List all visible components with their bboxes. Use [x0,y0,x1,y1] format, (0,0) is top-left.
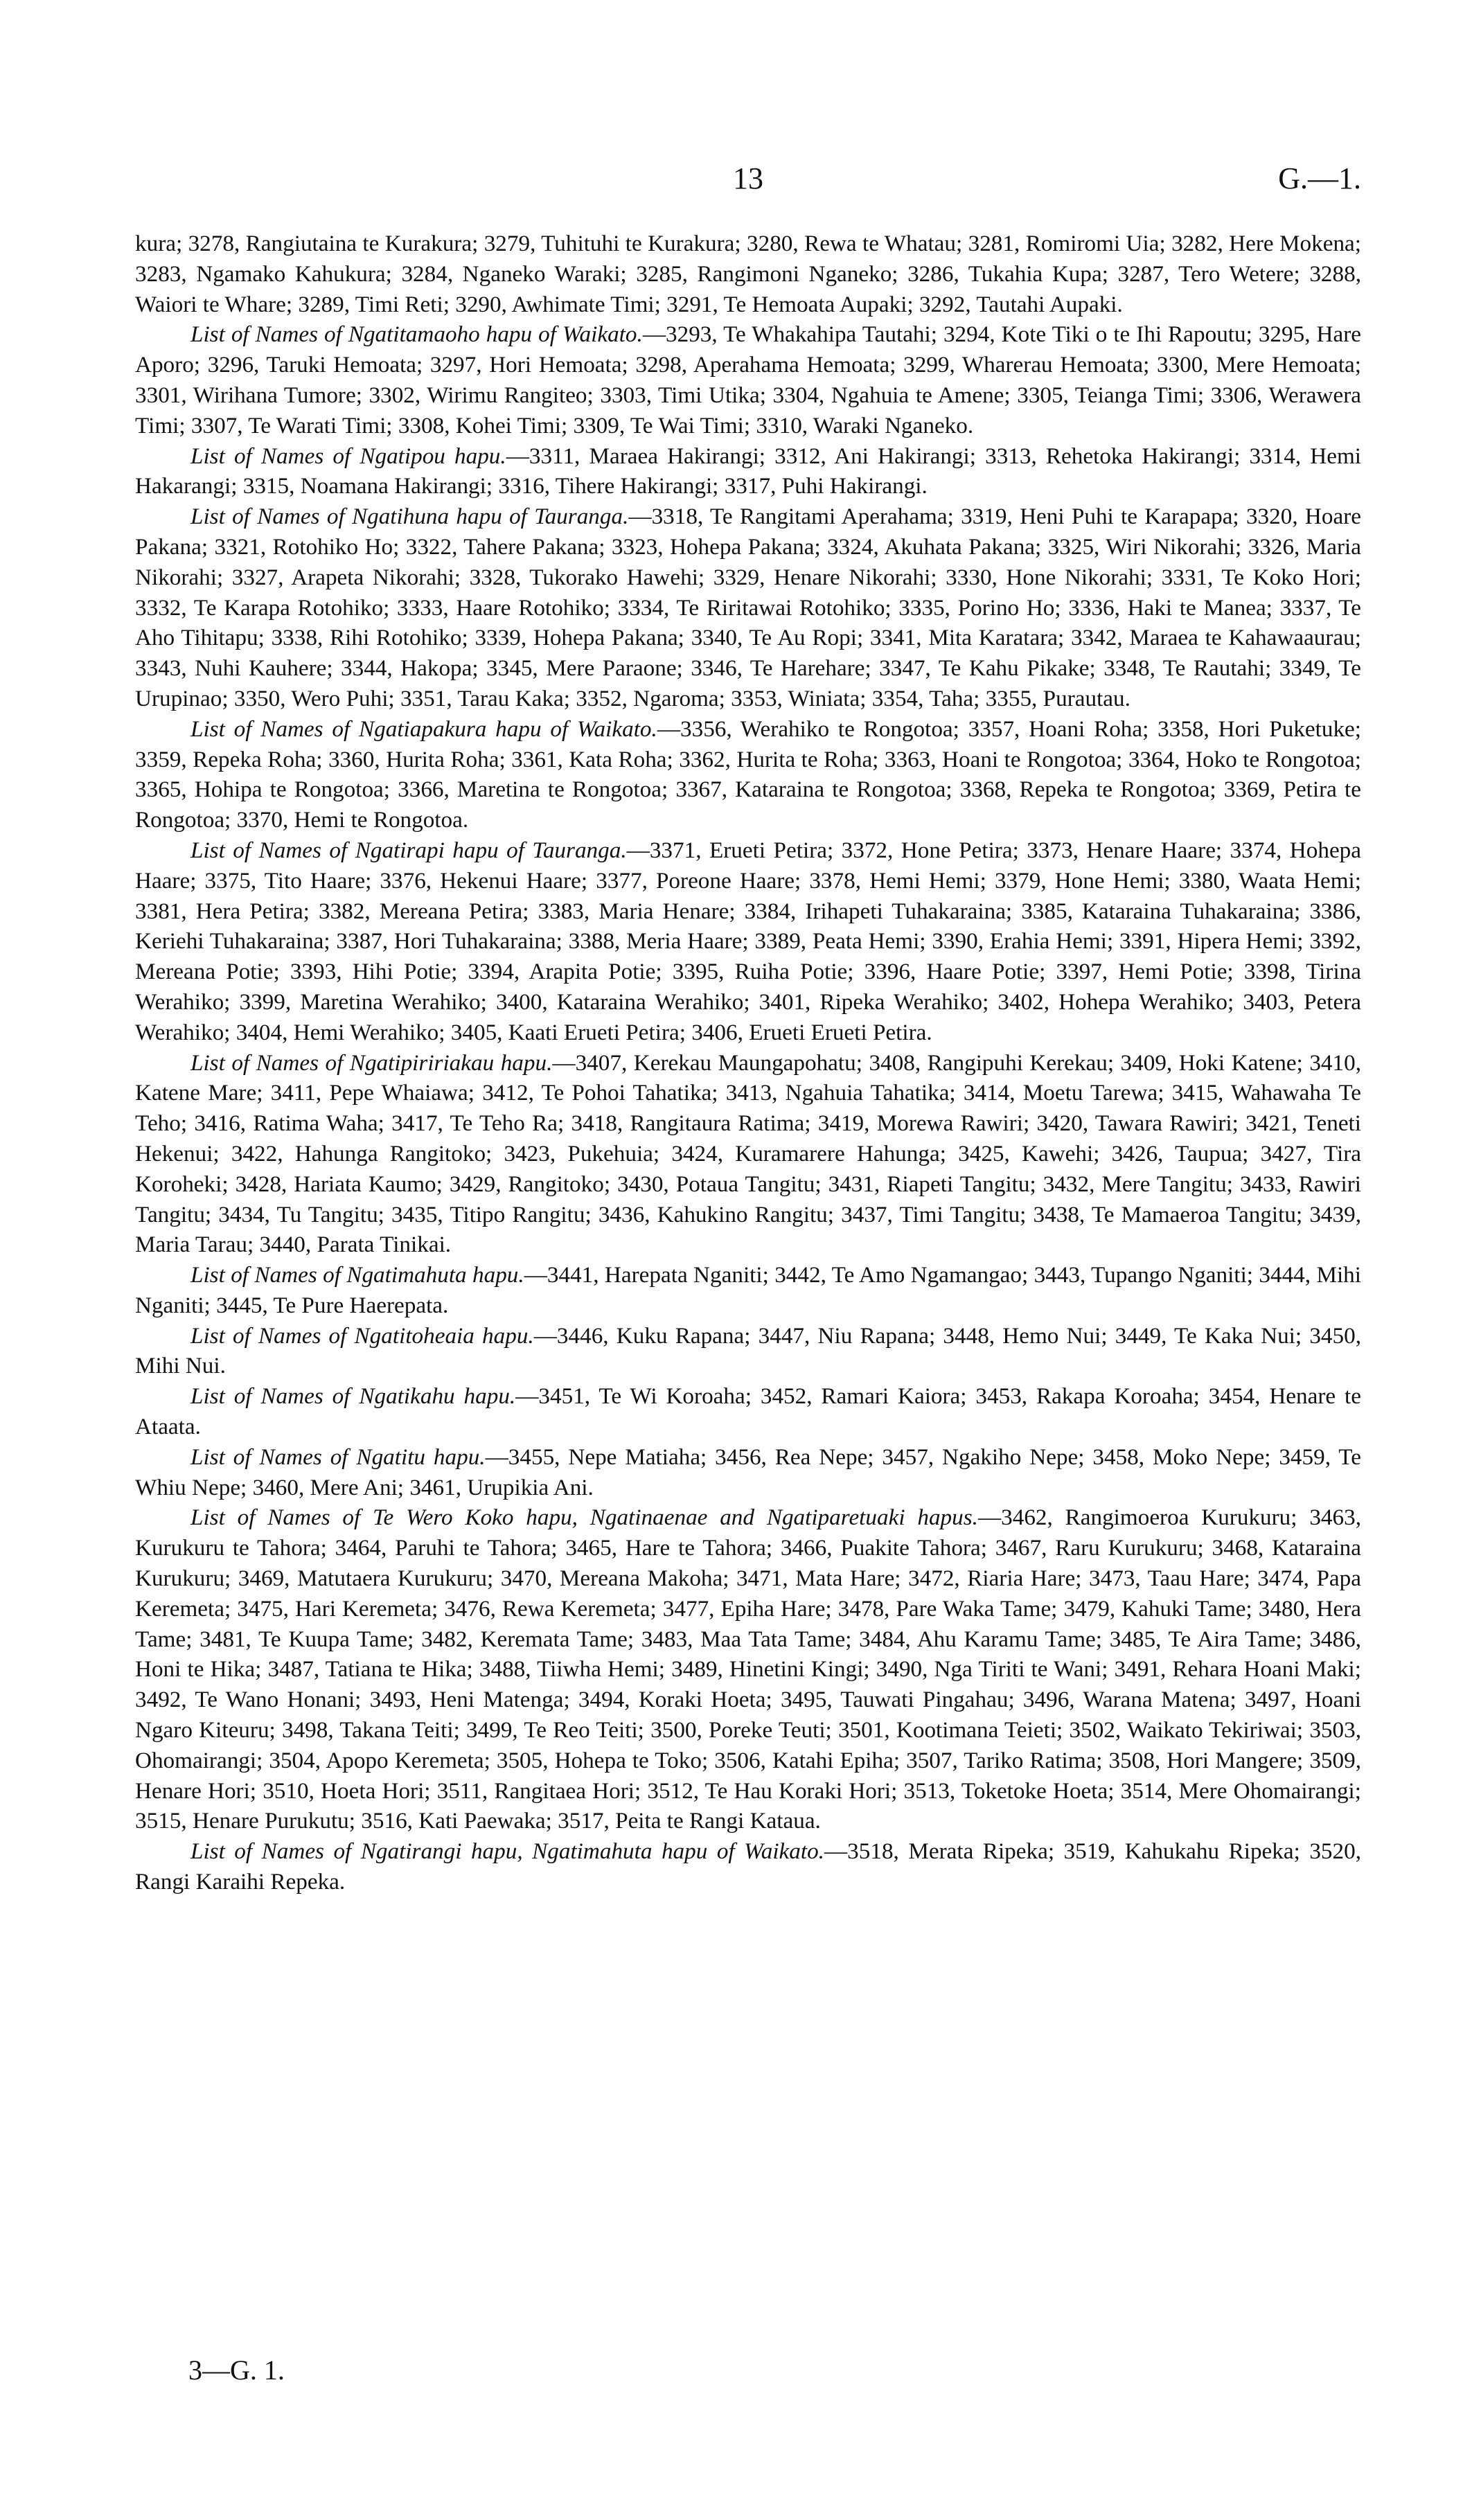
section-ngatirapi [135,835,1361,1048]
section-te-wero-koko [135,1502,1361,1836]
document-body [135,229,1361,1897]
page-number: 13 [733,161,763,195]
section-text: —3441, Harepata Nganiti; 3442, Te Amo Ngamangao; 3443, Tupango Nganiti; 3444, Mihi Nganiti; 3445, Te Pure Haerepata. [135,1262,1361,1318]
section-ngatitoheaia [135,1321,1361,1382]
page-header [135,161,1361,209]
section-ngatitu [135,1442,1361,1503]
section-title: List of Names of Ngatimahuta hapu. [190,1262,524,1288]
document-reference: G.—1. [1278,161,1361,195]
section-ngatipou [135,441,1361,502]
intro-paragraph: kura; 3278, Rangiutaina te Kurakura; 3279, Tuhituhi te Kurakura; 3280, Rewa te Whatau; 3281, Romiromi Uia; 3282, Here Mokena; 3283, Ngamako Kahukura; 3284, Nganeko Waraki; 3285, Rangimoni Nganeko; 3286, Tukahia Kupa; 3287, Tero Wetere; 3288, Waiori te Whare; 3289, Timi Reti; 3290, Awhimate Timi; 3291, Te Hemoata Aupaki; 3292, Tautahi Aupaki. [135,231,1361,317]
section-ngatihuna [135,502,1361,714]
section-title: List of Names of Ngatihuna hapu of Tauranga. [190,504,629,530]
signature-mark: 3—G. 1. [188,2354,285,2386]
section-title: List of Names of Ngatiapakura hapu of Waikato. [190,716,657,742]
section-text: —3462, Rangimoeroa Kurukuru; 3463, Kurukuru te Tahora; 3464, Paruhi te Tahora; 3465, Hare te Tahora; 3466, Puakite Tahora; 3467, Raru Kurukuru; 3468, Kataraina Kurukuru; 3469, Matutaera Kurukuru; 3470, Mereana Makoha; 3471, Mata Hare; 3472, Riaria Hare; 3473, Taau Hare; 3474, Papa Keremeta; 3475, Hari Keremeta; 3476, Rewa Keremeta; 3477, Epiha Hare; 3478, Pare Waka Tame; 3479, Kahuki Tame; 3480, Hera Tame; 3481, Te Kuupa Tame; 3482, Keremata Tame; 3483, Maa Tata Tame; 3484, Ahu Karamu Tame; 3485, Te Aira Tame; 3486, Honi te Hika; 3487, Tatiana te Hika; 3488, Tiiwha Hemi; 3489, Hinetini Kingi; 3490, Nga Tiriti te Wani; 3491, Rehara Hoani Maki; 3492, Te Wano Honani; 3493, Heni Matenga; 3494, Koraki Hoeta; 3495, Tauwati Pingahau; 3496, Warana Matena; 3497, Hoani Ngaro Kiteuru; 3498, Takana Teiti; 3499, Te Reo Teiti; 3500, Poreke Teuti; 3501, Kootimana Teieti; 3502, Waikato Tekiriwai; 3503, Ohomairangi; 3504, Apopo Keremeta; 3505, Hohepa te Toko; 3506, Katahi Epiha; 3507, Tariko Ratima; 3508, Hori Mangere; 3509, Henare Hori; 3510, Hoeta Hori; 3511, Rangitaea Hori; 3512, Te Hau Koraki Hori; 3513, Toketoke Hoeta; 3514, Mere Ohomairangi; 3515, Henare Purukutu; 3516, Kati Paewaka; 3517, Peita te Rangi Kataua. [135,1505,1361,1834]
section-text: —3311, Maraea Hakirangi; 3312, Ani Hakirangi; 3313, Rehetoka Hakirangi; 3314, Hemi Hakarangi; 3315, Noamana Hakirangi; 3316, Tihere Hakirangi; 3317, Puhi Hakirangi. [135,443,1361,499]
section-text: —3293, Te Whakahipa Tautahi; 3294, Kote Tiki o te Ihi Rapoutu; 3295, Hare Aporo; 3296, Taruki Hemoata; 3297, Hori Hemoata; 3298, Aperahama Hemoata; 3299, Wharerau Hemoata; 3300, Mere Hemoata; 3301, Wirihana Tumore; 3302, Wirimu Rangiteo; 3303, Timi Utika; 3304, Ngahuia te Amene; 3305, Teianga Timi; 3306, Werawera Timi; 3307, Te Warati Timi; 3308, Kohei Timi; 3309, Te Wai Timi; 3310, Waraki Nganeko. [135,321,1361,438]
section-title: List of Names of Ngatitu hapu. [190,1444,486,1470]
section-text: —3451, Te Wi Koroaha; 3452, Ramari Kaiora; 3453, Rakapa Koroaha; 3454, Henare te Ataata. [135,1383,1361,1440]
section-ngatimahuta [135,1260,1361,1321]
section-ngatipiririakau [135,1048,1361,1261]
section-title: List of Names of Ngatitamaoho hapu of Waikato. [190,321,643,348]
section-ngatitamaoho [135,319,1361,441]
section-text: —3518, Merata Ripeka; 3519, Kahukahu Ripeka; 3520, Rangi Karaihi Repeka. [135,1838,1361,1895]
section-title: List of Names of Ngatikahu hapu. [190,1383,516,1410]
section-text: —3407, Kerekau Maungapohatu; 3408, Rangipuhi Kerekau; 3409, Hoki Katene; 3410, Katene Mare; 3411, Pepe Whaiawa; 3412, Te Pohoi Tahatika; 3413, Ngahuia Tahatika; 3414, Moetu Tarewa; 3415, Wahawaha Te Teho; 3416, Ratima Waha; 3417, Te Teho Ra; 3418, Rangitaura Ratima; 3419, Morewa Rawiri; 3420, Tawara Rawiri; 3421, Teneti Hekenui; 3422, Hahunga Rangitoko; 3423, Pukehuia; 3424, Kuramarere Hahunga; 3425, Kawehi; 3426, Taupua; 3427, Tira Koroheki; 3428, Hariata Kaumo; 3429, Rangitoko; 3430, Potaua Tangitu; 3431, Riapeti Tangitu; 3432, Mere Tangitu; 3433, Rawiri Tangitu; 3434, Tu Tangitu; 3435, Titipo Rangitu; 3436, Kahukino Rangitu; 3437, Timi Tangitu; 3438, Te Mamaeroa Tangitu; 3439, Maria Tarau; 3440, Parata Tinikai. [135,1049,1361,1258]
section-text: —3318, Te Rangitami Aperahama; 3319, Heni Puhi te Karapapa; 3320, Hoare Pakana; 3321, Rotohiko Ho; 3322, Tahere Pakana; 3323, Hohepa Pakana; 3324, Akuhata Pakana; 3325, Wiri Nikorahi; 3326, Maria Nikorahi; 3327, Arapeta Nikorahi; 3328, Tukorako Hawehi; 3329, Henare Nikorahi; 3330, Hone Nikorahi; 3331, Te Koko Hori; 3332, Te Karapa Rotohiko; 3333, Haare Rotohiko; 3334, Te Riritawai Rotohiko; 3335, Porino Ho; 3336, Haki te Manea; 3337, Te Aho Tihitapu; 3338, Rihi Rotohiko; 3339, Hohepa Pakana; 3340, Te Au Ropi; 3341, Mita Karatara; 3342, Maraea te Kahawaaurau; 3343, Nuhi Kauhere; 3344, Hakopa; 3345, Mere Paraone; 3346, Te Harehare; 3347, Te Kahu Pikake; 3348, Te Rautahi; 3349, Te Urupinao; 3350, Wero Puhi; 3351, Tarau Kaka; 3352, Ngaroma; 3353, Winiata; 3354, Taha; 3355, Purautau. [135,504,1361,711]
section-text: —3371, Erueti Petira; 3372, Hone Petira; 3373, Henare Haare; 3374, Hohepa Haare; 3375, Tito Haare; 3376, Hekenui Haare; 3377, Poreone Haare; 3378, Hemi Hemi; 3379, Hone Hemi; 3380, Waata Hemi; 3381, Hera Petira; 3382, Mereana Petira; 3383, Maria Henare; 3384, Irihapeti Tuhakaraina; 3385, Kataraina Tuhakaraina; 3386, Keriehi Tuhakaraina; 3387, Hori Tuhakaraina; 3388, Meria Haare; 3389, Peata Hemi; 3390, Erahia Hemi; 3391, Hipera Hemi; 3392, Mereana Potie; 3393, Hihi Potie; 3394, Arapita Potie; 3395, Ruiha Potie; 3396, Haare Potie; 3397, Hemi Potie; 3398, Tirina Werahiko; 3399, Maretina Werahiko; 3400, Kataraina Werahiko; 3401, Ripeka Werahiko; 3402, Hohepa Werahiko; 3403, Petera Werahiko; 3404, Hemi Werahiko; 3405, Kaati Erueti Petira; 3406, Erueti Erueti Petira. [135,837,1361,1045]
section-title: List of Names of Ngatirangi hapu, Ngatimahuta hapu of Waikato. [190,1838,824,1865]
section-text: —3446, Kuku Rapana; 3447, Niu Rapana; 3448, Hemo Nui; 3449, Te Kaka Nui; 3450, Mihi Nui. [135,1322,1361,1379]
section-ngatiapakura [135,714,1361,835]
section-ngatirangi [135,1836,1361,1897]
section-text: —3455, Nepe Matiaha; 3456, Rea Nepe; 3457, Ngakiho Nepe; 3458, Moko Nepe; 3459, Te Whiu Nepe; 3460, Mere Ani; 3461, Urupikia Ani. [135,1444,1361,1500]
section-title: List of Names of Te Wero Koko hapu, Ngatinaenae and Ngatiparetuaki hapus. [190,1505,978,1531]
section-title: List of Names of Ngatipou hapu. [190,443,506,469]
section-title: List of Names of Ngatitoheaia hapu. [190,1322,534,1349]
section-title: List of Names of Ngatipiririakau hapu. [190,1049,553,1076]
section-ngatikahu [135,1381,1361,1442]
section-title: List of Names of Ngatirapi hapu of Tauranga. [190,837,627,863]
section-text: —3356, Werahiko te Rongotoa; 3357, Hoani Roha; 3358, Hori Puketuke; 3359, Repeka Roha; 3360, Hurita Roha; 3361, Kata Roha; 3362, Hurita te Roha; 3363, Hoani te Rongotoa; 3364, Hoko te Rongotoa; 3365, Hohipa te Rongotoa; 3366, Maretina te Rongotoa; 3367, Kataraina te Rongotoa; 3368, Repeka te Rongotoa; 3369, Petira te Rongotoa; 3370, Hemi te Rongotoa. [135,716,1361,833]
